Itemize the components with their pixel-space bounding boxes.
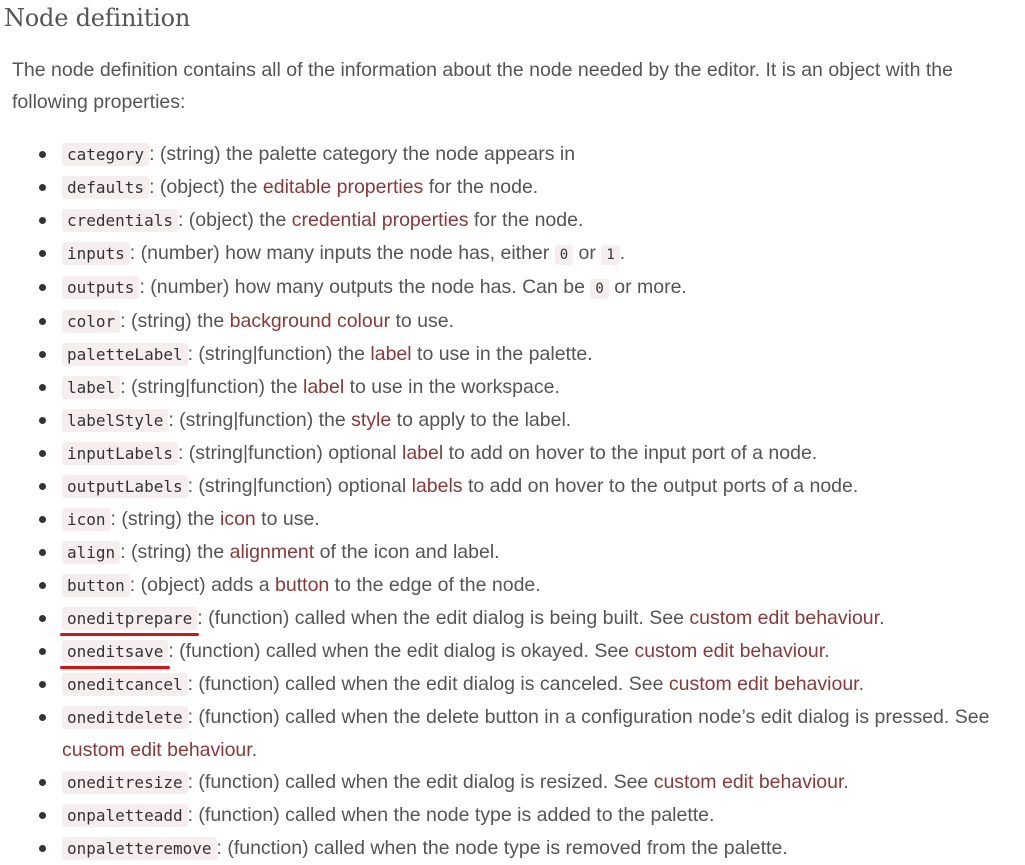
doc-link[interactable]: label xyxy=(370,343,412,365)
property-item-oneditresize xyxy=(22,766,1022,799)
doc-link[interactable]: custom edit behaviour xyxy=(668,673,859,695)
property-item-labelstyle xyxy=(22,404,1022,437)
property-item-defaults xyxy=(22,171,1022,204)
property-name: label xyxy=(62,376,120,399)
property-description: to add on hover to the output ports of a node. xyxy=(462,475,859,497)
property-name: inputs xyxy=(62,242,130,265)
property-name: defaults xyxy=(62,176,149,199)
property-name: align xyxy=(62,541,120,564)
doc-link[interactable]: labels xyxy=(411,475,463,497)
property-description: : (string|function) the xyxy=(120,376,303,398)
property-name: oneditresize xyxy=(62,771,188,794)
intro-paragraph: The node definition contains all of the information about the node needed by the editor. It is an object with the following properties: xyxy=(12,59,953,113)
property-item-color xyxy=(22,305,1022,338)
doc-link[interactable]: editable properties xyxy=(262,176,424,198)
property-name: oneditdelete xyxy=(62,706,188,729)
property-description: : (string) the palette category the node appears in xyxy=(149,143,576,165)
property-description: : (function) called when the edit dialog is canceled. See xyxy=(187,673,669,695)
property-description: to use in the workspace. xyxy=(344,376,560,398)
property-description: . xyxy=(858,673,865,695)
property-description: . xyxy=(824,640,830,662)
property-description: : (function) called when the delete button in a configuration node’s edit dialog is pressed. See xyxy=(187,706,990,728)
property-description: of the icon and label. xyxy=(314,541,500,563)
property-name: onpaletteadd xyxy=(62,804,188,827)
property-item-inputs xyxy=(22,237,1022,271)
property-name: inputLabels xyxy=(62,442,178,465)
property-item-onpaletteadd xyxy=(22,799,1022,832)
property-description: : (function) called when the edit dialog is okayed. See xyxy=(168,640,635,662)
red-underline-annotation xyxy=(60,633,199,636)
property-name: onpaletteremove xyxy=(62,837,217,860)
doc-link[interactable]: label xyxy=(401,442,444,464)
doc-link[interactable]: style xyxy=(351,409,392,431)
property-description: : (string) the xyxy=(120,541,230,563)
property-description: : (object) the xyxy=(149,176,263,198)
property-item-button xyxy=(22,569,1022,602)
property-item-icon xyxy=(22,503,1022,536)
property-item-outputs xyxy=(22,271,1022,305)
property-description: : (string|function) optional xyxy=(187,475,412,497)
property-item-label xyxy=(22,371,1022,404)
property-description: to add on hover to the input port of a node. xyxy=(443,442,818,464)
property-description: : (object) the xyxy=(177,209,292,231)
property-item-inputlabels xyxy=(22,437,1022,470)
property-description: : (string|function) the xyxy=(168,409,352,431)
property-description: : (function) called when the node type is removed from the palette. xyxy=(216,837,788,859)
property-name: outputLabels xyxy=(62,475,188,498)
property-item-oneditsave xyxy=(22,635,1022,668)
property-name: outputs xyxy=(62,276,139,299)
property-name: credentials xyxy=(62,209,178,232)
property-description: for the node. xyxy=(468,209,584,231)
property-description: . xyxy=(619,242,626,264)
property-description: for the node. xyxy=(423,176,539,198)
doc-link[interactable]: custom edit behaviour xyxy=(634,640,825,662)
property-description: : (string) the xyxy=(120,310,230,332)
red-underline-annotation xyxy=(60,666,170,669)
property-name: paletteLabel xyxy=(62,343,188,366)
doc-link[interactable]: custom edit behaviour xyxy=(62,739,252,761)
inline-code-value: 0 xyxy=(590,279,608,299)
property-item-outputlabels xyxy=(22,470,1022,503)
page-title: Node definition xyxy=(4,4,191,32)
property-description: to use in the palette. xyxy=(411,343,593,365)
doc-link[interactable]: credential properties xyxy=(291,209,469,231)
properties-list xyxy=(22,138,1022,865)
property-description: to use. xyxy=(255,508,320,530)
doc-link[interactable]: alignment xyxy=(229,541,315,563)
property-item-palettelabel xyxy=(22,338,1022,371)
property-name: oneditsave xyxy=(62,640,168,663)
property-description: : (object) adds a xyxy=(129,574,276,596)
property-description: : (function) called when the edit dialog is being built. See xyxy=(197,607,690,629)
property-name: icon xyxy=(62,508,111,531)
property-item-onpaletteremove xyxy=(22,832,1022,865)
property-item-oneditdelete xyxy=(22,701,1022,766)
property-description: : (number) how many inputs the node has, either xyxy=(129,242,555,264)
doc-link[interactable]: custom edit behaviour xyxy=(653,771,844,793)
property-description: . xyxy=(843,771,849,793)
property-description: : (string|function) optional xyxy=(177,442,402,464)
doc-link[interactable]: button xyxy=(275,574,330,596)
property-description: : (string|function) the xyxy=(187,343,371,365)
doc-link[interactable]: label xyxy=(302,376,345,398)
property-description: or more. xyxy=(608,276,687,298)
property-item-oneditcancel xyxy=(22,668,1022,701)
property-name: button xyxy=(62,574,130,597)
property-name: category xyxy=(62,143,149,166)
property-description: to apply to the label. xyxy=(391,409,572,431)
property-name: labelStyle xyxy=(62,409,168,432)
property-item-category xyxy=(22,138,1022,171)
property-item-align xyxy=(22,536,1022,569)
property-description: to use. xyxy=(390,310,455,332)
inline-code-value: 0 xyxy=(555,245,573,265)
inline-code-value: 1 xyxy=(601,245,619,265)
doc-link[interactable]: icon xyxy=(219,508,256,530)
property-name: oneditcancel xyxy=(62,673,188,696)
doc-link[interactable]: custom edit behaviour xyxy=(689,607,880,629)
property-description: : (number) how many outputs the node has. Can be xyxy=(139,276,591,298)
property-description: . xyxy=(879,607,885,629)
property-description: . xyxy=(251,739,258,761)
doc-link[interactable]: background colour xyxy=(229,310,391,332)
property-description: to the edge of the node. xyxy=(329,574,541,596)
property-item-oneditprepare xyxy=(22,602,1022,635)
property-description: or xyxy=(573,242,602,264)
property-description: : (string) the xyxy=(110,508,220,530)
property-name: oneditprepare xyxy=(62,607,197,630)
property-name: color xyxy=(62,310,120,333)
property-description: : (function) called when the edit dialog is resized. See xyxy=(187,771,654,793)
property-item-credentials xyxy=(22,204,1022,237)
property-description: : (function) called when the node type is added to the palette. xyxy=(187,804,715,826)
